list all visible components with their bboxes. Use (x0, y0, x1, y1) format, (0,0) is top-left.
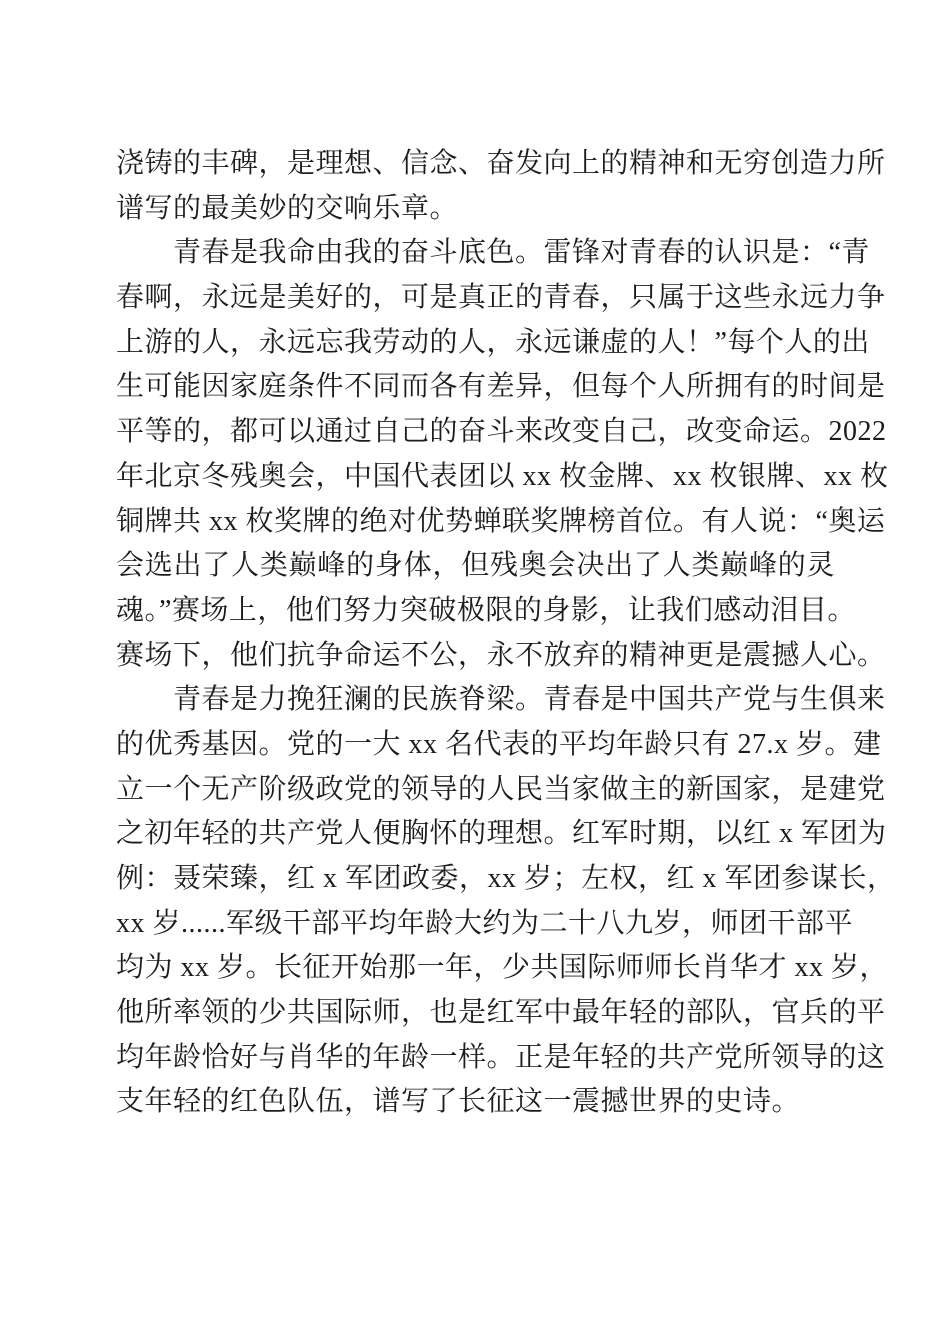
text-line: 平等的，都可以通过自己的奋斗来改变自己，改变命运。2022 (116, 416, 887, 448)
text-line: xx 岁......军级干部平均年龄大约为二十八九岁，师团干部平 (116, 907, 854, 939)
text-line: 赛场下，他们抗争命运不公，永不放弃的精神更是震撼人心。 (116, 639, 886, 671)
text-line: 春啊，永远是美好的，可是真正的青春，只属于这些永远力争 (116, 282, 886, 314)
text-line: 支年轻的红色队伍，谱写了长征这一震撼世界的史诗。 (116, 1086, 801, 1118)
document-body (116, 142, 896, 1125)
text-line: 青春是我命由我的奋斗底色。雷锋对青春的认识是：“青 (173, 237, 870, 269)
text-line: 年北京冬残奥会，中国代表团以 xx 枚金牌、xx 枚银牌、xx 枚 (116, 460, 889, 492)
text-line: 会选出了人类巅峰的身体，但残奥会决出了人类巅峰的灵 (116, 550, 835, 582)
text-line: 均年龄恰好与肖华的年龄一样。正是年轻的共产党所领导的这 (116, 1041, 886, 1073)
paragraph-3 (116, 678, 896, 1125)
paragraph-1 (116, 142, 886, 231)
text-line: 魂。”赛场上，他们努力突破极限的身影，让我们感动泪目。 (116, 594, 856, 626)
text-line: 之初年轻的共产党人便胸怀的理想。红军时期，以红 x 军团为 (116, 818, 887, 850)
text-line: 立一个无产阶级政党的领导的人民当家做主的新国家，是建党 (116, 773, 886, 805)
text-line: 生可能因家庭条件不同而各有差异，但每个人所拥有的时间是 (116, 371, 886, 403)
text-line: 他所率领的少共国际师，也是红军中最年轻的部队，官兵的平 (116, 997, 886, 1029)
paragraph-2 (116, 231, 889, 678)
text-line: 的优秀基因。党的一大 xx 名代表的平均年龄只有 27.x 岁。建 (116, 728, 882, 760)
text-line: 青春是力挽狂澜的民族脊梁。青春是中国共产党与生俱来 (173, 684, 886, 716)
text-line: 例：聂荣臻，红 x 军团政委，xx 岁；左权，红 x 军团参谋长， (116, 863, 896, 894)
text-line: 均为 xx 岁。长征开始那一年，少共国际师师长肖华才 xx 岁， (116, 952, 889, 984)
text-line: 谱写的最美妙的交响乐章。 (116, 192, 459, 224)
text-line: 浇铸的丰碑，是理想、信念、奋发向上的精神和无穷创造力所 (116, 148, 886, 179)
text-line: 上游的人，永远忘我劳动的人，永远谦虚的人！”每个人的出 (116, 326, 870, 358)
text-line: 铜牌共 xx 枚奖牌的绝对优势蝉联奖牌榜首位。有人说：“奥运 (116, 505, 886, 537)
